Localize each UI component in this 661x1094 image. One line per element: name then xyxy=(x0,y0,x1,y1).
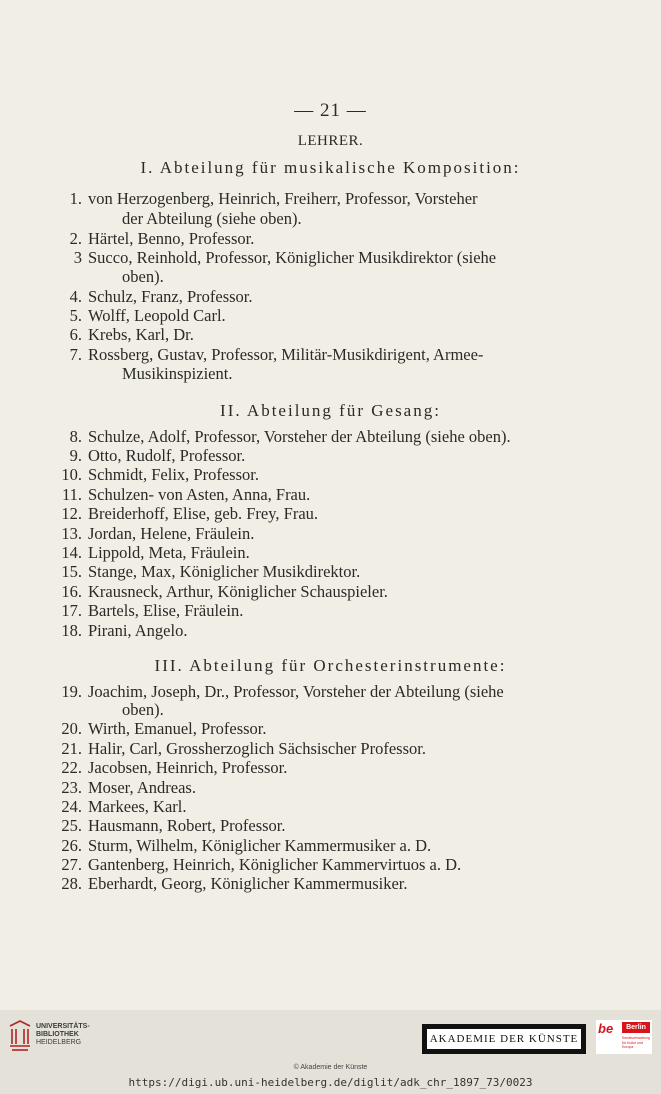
entry-number: 10. xyxy=(61,465,82,484)
university-library-logo-icon xyxy=(8,1020,32,1052)
entry-number: 23. xyxy=(61,778,82,797)
entry-number: 22. xyxy=(61,758,82,777)
entry-text: Schulze, Adolf, Professor, Vorsteher der Abteilung (siehe oben). xyxy=(88,427,511,446)
entry-text: Bartels, Elise, Fräulein. xyxy=(88,601,244,620)
entry-text: Pirani, Angelo. xyxy=(88,621,188,640)
entry-number: 21. xyxy=(61,739,82,758)
entry-number: 6. xyxy=(69,325,82,344)
entry-number: 19. xyxy=(61,682,82,701)
entry-text: Stange, Max, Königlicher Musikdirektor. xyxy=(88,562,361,581)
entry-number: 14. xyxy=(61,543,82,562)
source-url-link[interactable]: https://digi.ub.uni-heidelberg.de/diglit/adk_chr_1897_73/0023 xyxy=(128,1076,533,1089)
entry-number: 24. xyxy=(61,797,82,816)
akademie-logo xyxy=(422,1024,586,1054)
entry-number: 27. xyxy=(61,855,82,874)
copyright-notice: © Akademie der Künste xyxy=(293,1064,368,1071)
entry-number: 12. xyxy=(61,504,82,523)
entry-number: 3 xyxy=(73,248,82,267)
section-title-2: II. Abteilung für Gesang: xyxy=(220,401,441,420)
berlin-logo xyxy=(596,1020,652,1054)
berlin-logo-be: be xyxy=(598,1021,614,1036)
ub-line-2: BIBLIOTHEK xyxy=(36,1031,79,1038)
university-library-name xyxy=(36,1023,90,1047)
entry-text: Wolff, Leopold Carl. xyxy=(88,306,226,325)
entry-text: der Abteilung (siehe oben). xyxy=(122,209,302,228)
page-heading: LEHRER. xyxy=(297,133,364,149)
entry-number: 11. xyxy=(61,485,82,504)
entry-text: Hausmann, Robert, Professor. xyxy=(88,816,286,835)
entry-text: Markees, Karl. xyxy=(88,797,187,816)
entry-text: Lippold, Meta, Fräulein. xyxy=(88,543,250,562)
entry-text: Wirth, Emanuel, Professor. xyxy=(88,719,267,738)
entry-text: Breiderhoff, Elise, geb. Frey, Frau. xyxy=(88,504,319,523)
entry-text: Moser, Andreas. xyxy=(88,778,196,797)
entry-text: Musikinspizient. xyxy=(122,364,233,383)
page-number: — 21 — xyxy=(294,100,367,121)
entry-text: oben). xyxy=(122,700,164,719)
entry-number: 28. xyxy=(61,874,82,893)
entry-text: Krebs, Karl, Dr. xyxy=(88,325,194,344)
entry-text: Schulz, Franz, Professor. xyxy=(88,287,253,306)
entry-number: 5. xyxy=(69,306,82,325)
section-title-3: III. Abteilung für Orchesterinstrumente: xyxy=(154,656,507,675)
entry-number: 9. xyxy=(69,446,82,465)
entry-text: Joachim, Joseph, Dr., Professor, Vorsteher der Abteilung (siehe xyxy=(88,682,504,701)
entry-text: Eberhardt, Georg, Königlicher Kammermusiker. xyxy=(88,874,408,893)
entry-number: 13. xyxy=(61,524,82,543)
entry-text: Gantenberg, Heinrich, Königlicher Kammervirtuos a. D. xyxy=(88,855,462,874)
entry-number: 7. xyxy=(69,345,82,364)
ub-line-1: UNIVERSITÄTS- xyxy=(36,1023,90,1030)
akademie-logo-text: AKADEMIE DER KÜNSTE xyxy=(426,1028,582,1050)
entry-number: 18. xyxy=(61,621,82,640)
entry-number: 15. xyxy=(61,562,82,581)
entry-number: 2. xyxy=(69,229,82,248)
berlin-subtitle-line-2: für Kultur und Europa xyxy=(622,1040,644,1049)
entry-text: Jordan, Helene, Fräulein. xyxy=(88,524,255,543)
entry-text: Sturm, Wilhelm, Königlicher Kammermusiker a. D. xyxy=(88,836,432,855)
entry-text: Halir, Carl, Grossherzoglich Sächsischer Professor. xyxy=(88,739,426,758)
entry-number: 16. xyxy=(61,582,82,601)
berlin-logo-subtitle xyxy=(622,1036,651,1050)
entry-text: Otto, Rudolf, Professor. xyxy=(88,446,246,465)
entry-number: 25. xyxy=(61,816,82,835)
entry-text: Schmidt, Felix, Professor. xyxy=(88,465,259,484)
entry-text: Härtel, Benno, Professor. xyxy=(88,229,255,248)
berlin-subtitle-line-1: Senatsverwaltung xyxy=(622,1036,650,1040)
entry-number: 1. xyxy=(69,189,82,208)
entry-text: Krausneck, Arthur, Königlicher Schauspieler. xyxy=(88,582,388,601)
section-title-1: I. Abteilung für musikalische Komposition: xyxy=(140,158,521,177)
entry-number: 20. xyxy=(61,719,82,738)
entry-text: Jacobsen, Heinrich, Professor. xyxy=(88,758,288,777)
entry-number: 17. xyxy=(61,601,82,620)
entry-text: von Herzogenberg, Heinrich, Freiherr, Professor, Vorsteher xyxy=(88,189,478,208)
entry-number: 26. xyxy=(61,836,82,855)
berlin-logo-tag: Berlin xyxy=(622,1022,650,1033)
entry-number: 8. xyxy=(69,427,82,446)
entry-number: 4. xyxy=(69,287,82,306)
entry-text: Rossberg, Gustav, Professor, Militär-Musikdirigent, Armee- xyxy=(88,345,484,364)
entry-text: oben). xyxy=(122,267,164,286)
entry-text: Succo, Reinhold, Professor, Königlicher Musikdirektor (siehe xyxy=(88,248,497,267)
entry-text: Schulzen- von Asten, Anna, Frau. xyxy=(88,485,311,504)
ub-line-3: HEIDELBERG xyxy=(36,1039,82,1046)
